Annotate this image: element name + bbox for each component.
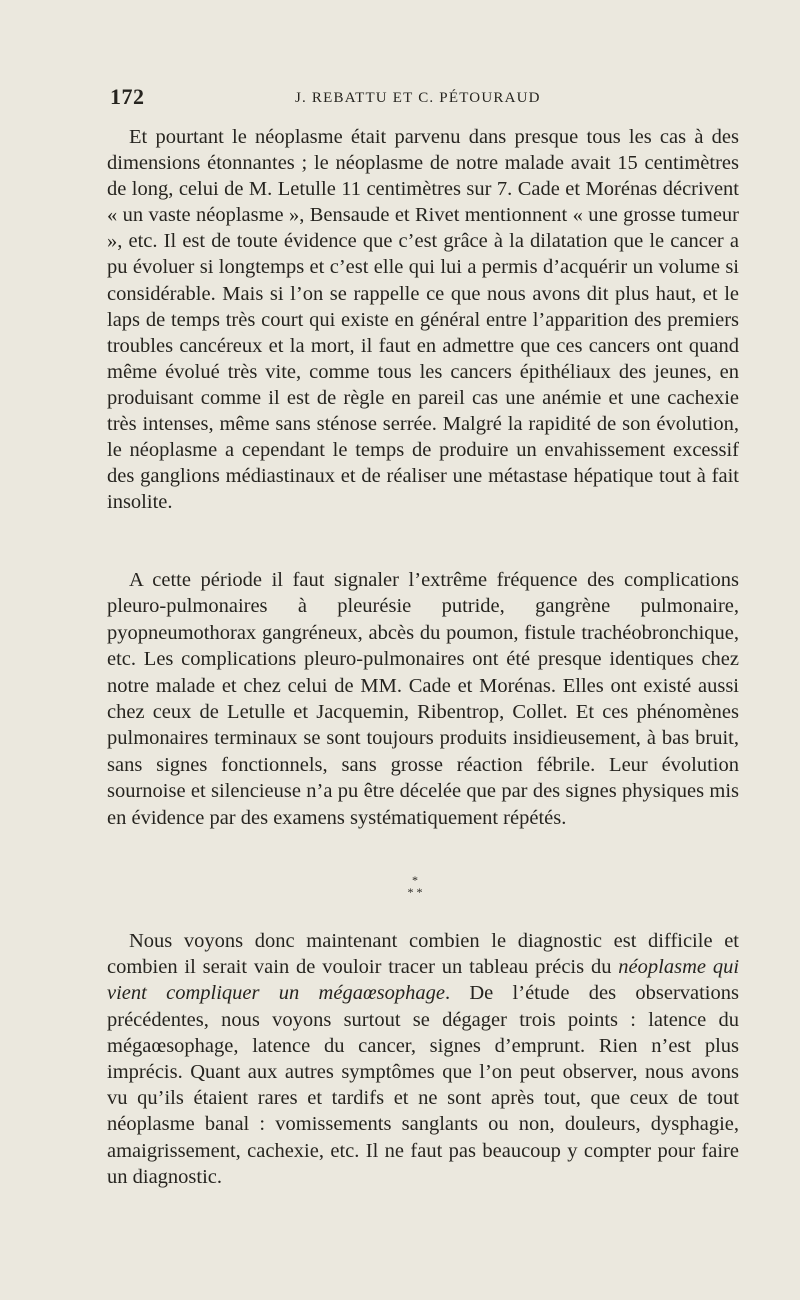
paragraph-1-block — [107, 124, 739, 515]
asterism-bottom-stars: * * — [407, 885, 423, 899]
asterism-top-star: * — [412, 873, 418, 887]
paragraph-3 — [107, 928, 739, 1190]
paragraph-2-block — [107, 567, 739, 831]
page-header — [110, 84, 740, 114]
paragraph-2: A cette période il faut signaler l’extrême fréquence des complications pleuro-pulmonaires à pleurésie putride, gangrène pulmonaire, pyopneumothorax gangréneux, abcès du poumon, fistule trachéobronchique, etc. Les complications pleuro-pulmonaires ont été presque identiques chez notre malade et chez celui de MM. Cade et Morénas. Elles ont existé aussi chez ceux de Letulle et Jacquemin, Ribentrop, Collet. Et ces phénomènes pulmonaires terminaux se sont toujours produits insidieusement, à bas bruit, sans signes fonctionnels, sans grosse réaction fébrile. Leur évolution sournoise et silencieuse n’a pu être décelée que par des signes physiques mis en évidence par des examens systématiquement répétés. — [107, 569, 739, 829]
page-number: 172 — [110, 84, 145, 109]
paragraph-1: Et pourtant le néoplasme était parvenu dans presque tous les cas à des dimensions étonnantes ; le néoplasme de notre malade avait 15 centimètres de long, celui de M. Letulle 11 centimètres sur 7. Cade et Morénas décrivent « un vaste néoplasme », Bensaude et Rivet mentionnent « une grosse tumeur », etc. Il est de toute évidence que c’est grâce à la dilatation que le cancer a pu évoluer si longtemps et c’est elle qui lui a permis d’acquérir un volume si considérable. Mais si l’on se rappelle ce que nous avons dit plus haut, et le laps de temps très court qui existe en général entre l’apparition des premiers troubles cancéreux et la mort, il faut en admettre que ces cancers ont quand même évolué très vite, comme tous les cancers épithéliaux des jeunes, en produisant comme il est de règle en pareil cas une anémie et une cachexie très intenses, même sans sténose serrée. Malgré la rapidité de son évolution, le néoplasme a cependant le temps de produire un envahissement excessif des ganglions médiastinaux et de réaliser une métastase hépatique tout à fait insolite. — [107, 126, 739, 514]
paragraph-3-after: . De l’étude des observations précédentes, nous voyons surtout se dégager trois points : latence du mégaœsophage, latence du cancer, signes d’emprunt. Rien n’est plus imprécis. Quant aux autres symptômes que l’on peut observer, nous avons vu qu’ils étaient rares et tardifs et ne sont après tout, que ceux de tout néoplasme banal : vomissements sanglants ou non, douleurs, dysphagie, amaigrissement, cachexie, etc. Il ne faut pas beaucoup y compter pour faire un diagnostic. — [107, 982, 739, 1188]
paragraph-3-before: Nous voyons donc maintenant combien le diagnostic est difficile et combien il serait vain de vouloir tracer un tableau précis du — [107, 930, 739, 979]
paragraph-3-block — [107, 928, 739, 1190]
running-head: J. REBATTU ET C. PÉTOURAUD — [295, 90, 541, 106]
section-asterism — [395, 874, 435, 898]
italic-phrase: néoplasme qui vient compliquer un mégaœsophage — [107, 956, 740, 1005]
